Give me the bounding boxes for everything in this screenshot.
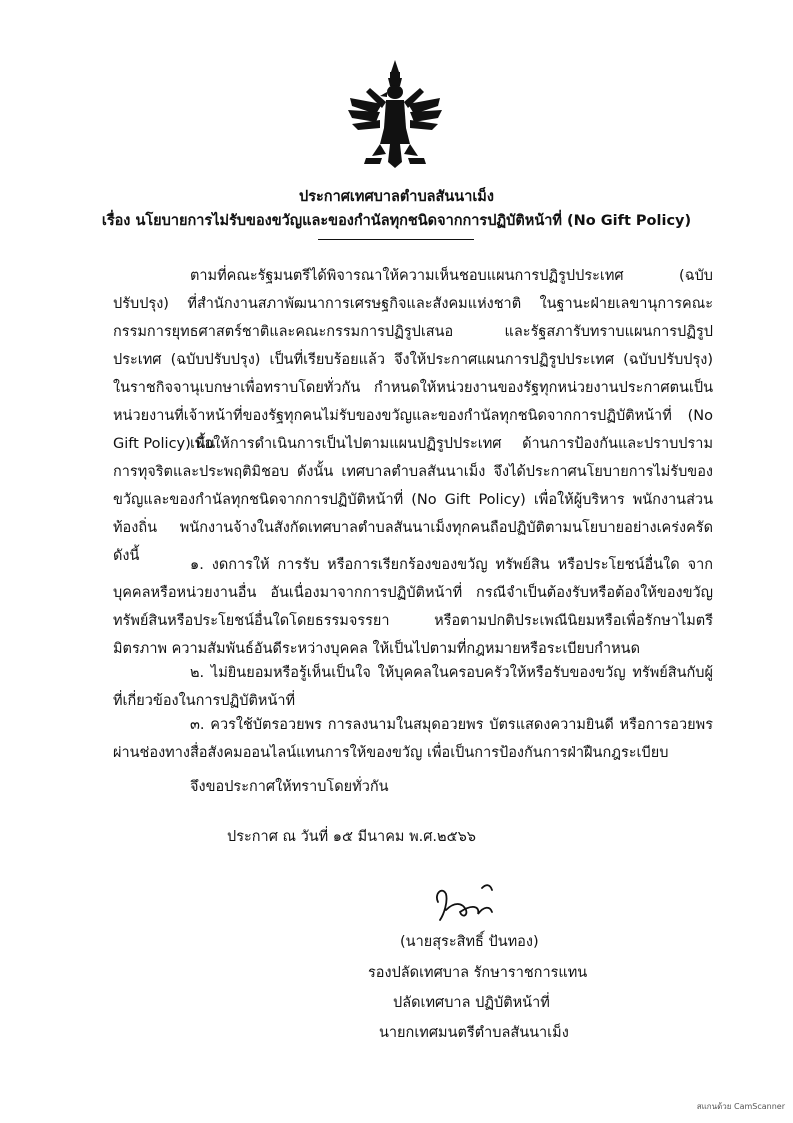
paragraph-2-text: เพื่อให้การดำเนินการเป็นไปตามแผนปฏิรูปประเทศ ด้านการป้องกันและปราบปรามการทุจริตและประพฤติมิชอบ ดังนั้น เทศบาลตำบลสันนาเม็ง จึงได้ประกาศนโยบายการไม่รับของขวัญและของกำนัลทุกชนิดจากการปฏิบัติหน้าที่ (No Gift Policy) เพื่อให้ผู้บริหาร พนักงานส่วนท้องถิ่น พนักงานจ้างในสังกัดเทศบาลตำบลสันนาเม็งทุกคนถือปฏิบัติตามนโยบายอย่างเคร่งครัด ดังนี้ <box>113 436 713 564</box>
announcement-date: ประกาศ ณ วันที่ ๑๕ มีนาคม พ.ศ.๒๕๖๖ <box>227 829 476 845</box>
garuda-emblem-icon <box>346 58 444 170</box>
policy-item-2 <box>113 659 713 715</box>
policy-item-1 <box>113 551 713 663</box>
scanner-watermark: สแกนด้วย CamScanner <box>696 1102 785 1111</box>
policy-item-3 <box>113 711 713 767</box>
closing-line: จึงขอประกาศให้ทราบโดยทั่วกัน <box>190 779 389 795</box>
signatory-name: (นายสุระสิทธิ์ ปันทอง) <box>400 934 539 950</box>
paragraph-1 <box>113 262 713 458</box>
announcement-subject: เรื่อง นโยบายการไม่รับของขวัญและของกำนัลทุกชนิดจากการปฏิบัติหน้าที่ (No Gift Policy) <box>101 213 692 229</box>
signatory-position-1: รองปลัดเทศบาล รักษาราชการแทน <box>368 965 588 981</box>
announcement-title: ประกาศเทศบาลตำบลสันนาเม็ง <box>299 189 494 205</box>
signatory-position-3: นายกเทศมนตรีตำบลสันนาเม็ง <box>379 1025 569 1041</box>
policy-item-2-text: ๒. ไม่ยินยอมหรือรู้เห็นเป็นใจ ให้บุคคลในครอบครัวให้หรือรับของขวัญ ทรัพย์สินกับผู้ที่เกี่ยวข้องในการปฏิบัติหน้าที่ <box>113 665 713 709</box>
paragraph-1-text: ตามที่คณะรัฐมนตรีได้พิจารณาให้ความเห็นชอบแผนการปฏิรูปประเทศ (ฉบับปรับปรุง) ที่สำนักงานสภาพัฒนาการเศรษฐกิจและสังคมแห่งชาติ ในฐานะฝ่ายเลขานุการคณะกรรมการยุทธศาสตร์ชาติและคณะกรรมการปฏิรูปเสนอ และรัฐสภารับทราบแผนการปฏิรูปประเทศ (ฉบับปรับปรุง) เป็นที่เรียบร้อยแล้ว จึงให้ประกาศแผนการปฏิรูปประเทศ (ฉบับปรับปรุง) ในราชกิจจานุเบกษาเพื่อทราบโดยทั่วกัน กำหนดให้หน่วยงานของรัฐทุกหน่วยงานประกาศตนเป็นหน่วยงานที่เจ้าหน้าที่ของรัฐทุกคนไม่รับของขวัญและของกำนัลทุกชนิดจากการปฏิบัติหน้าที่ (No Gift Policy) นั้น <box>113 268 713 452</box>
policy-item-3-text: ๓. ควรใช้บัตรอวยพร การลงนามในสมุดอวยพร บัตรแสดงความยินดี หรือการอวยพรผ่านช่องทางสื่อสังคมออนไลน์แทนการให้ของขวัญ เพื่อเป็นการป้องกันการฝ่าฝืนกฎระเบียบ <box>113 717 713 761</box>
paragraph-2 <box>113 430 713 570</box>
policy-item-1-text: ๑. งดการให้ การรับ หรือการเรียกร้องของขวัญ ทรัพย์สิน หรือประโยชน์อื่นใด จากบุคคลหรือหน่วยงานอื่น อันเนื่องมาจากการปฏิบัติหน้าที่ กรณีจำเป็นต้องรับหรือต้องให้ของขวัญ ทรัพย์สินหรือประโยชน์อื่นใดโดยธรรมจรรยา หรือตามปกติประเพณีนิยมหรือเพื่อรักษาไมตรี มิตรภาพ ความสัมพันธ์อันดีระหว่างบุคคล ให้เป็นไปตามที่กฎหมายหรือระเบียบกำหนด <box>113 557 713 657</box>
handwritten-signature <box>432 880 502 925</box>
title-underline <box>318 239 474 240</box>
signatory-position-2: ปลัดเทศบาล ปฏิบัติหน้าที่ <box>393 995 550 1011</box>
